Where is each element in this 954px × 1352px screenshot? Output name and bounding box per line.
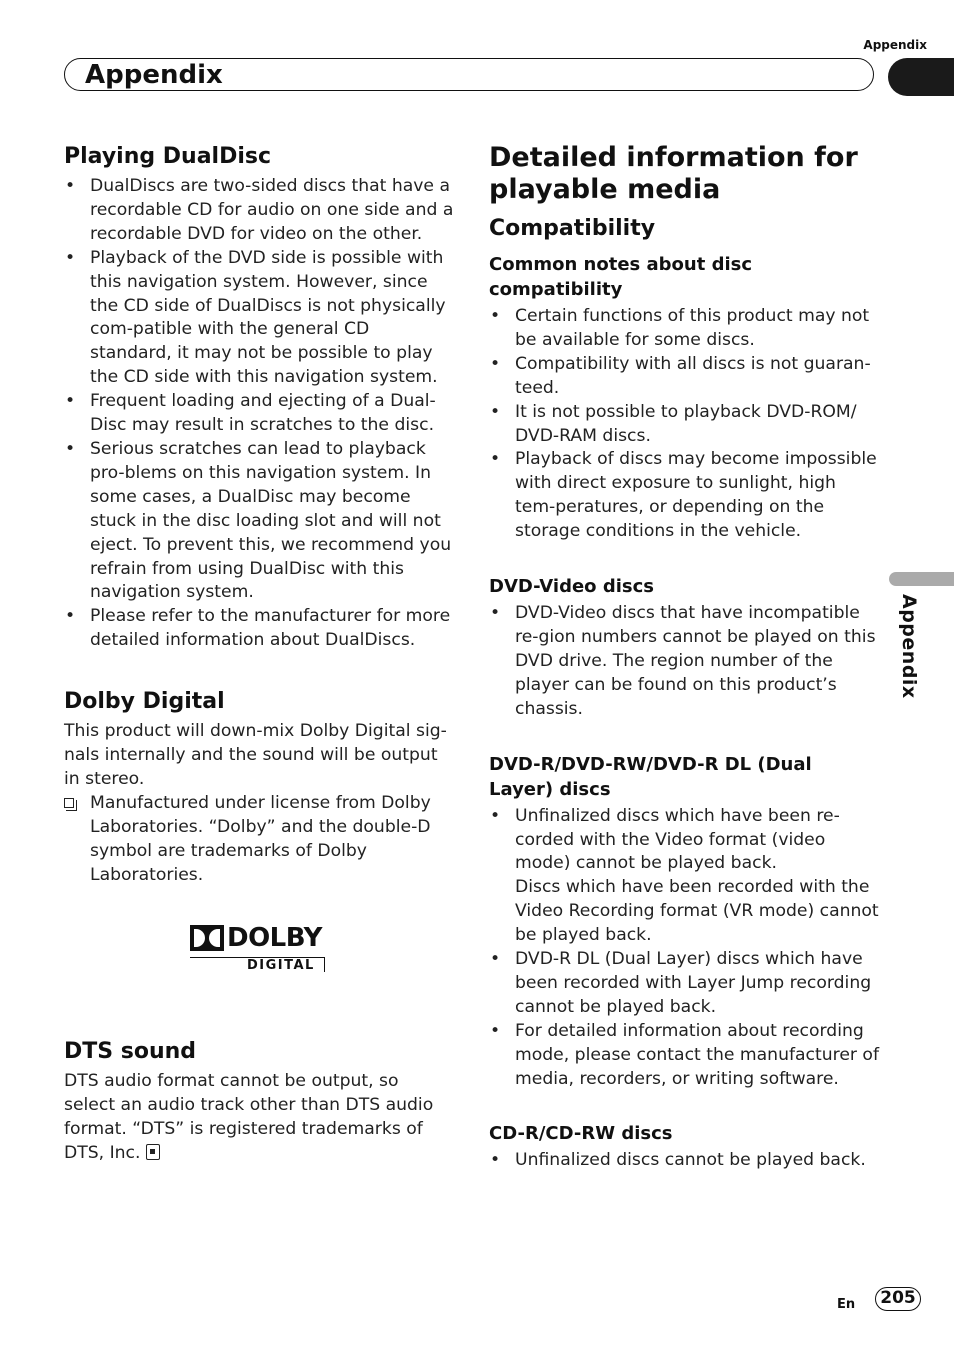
dualdisc-list — [64, 175, 454, 653]
side-tab-marker — [889, 572, 954, 586]
section-header-bar — [64, 58, 874, 91]
right-column — [489, 142, 879, 1173]
compatibility-heading: Compatibility — [489, 216, 656, 241]
list-item: • Playback of the DVD side is possible with this navigation system. However, since the CD side of DualDiscs is not physically com-patible with the general CD standard, it may not be possible to play the CD side with this navigation system. — [64, 247, 454, 390]
list-item: • It is not possible to playback DVD-ROM/ DVD-RAM discs. — [489, 401, 879, 449]
page-title: Detailed information for playable media — [489, 142, 858, 205]
dolby-digital-logo — [190, 925, 326, 975]
end-mark-icon — [146, 1144, 160, 1160]
dvd-r-list — [489, 805, 879, 1092]
list-item-text: Discs which have been recorded with the Video Recording format (VR mode) cannot be played back. — [515, 877, 879, 946]
list-item: • Unfinalized discs cannot be played back. — [489, 1149, 879, 1173]
side-tab-label: Appendix — [898, 594, 920, 699]
dolby-body: This product will down-mix Dolby Digital sig-nals internally and the sound will be output in stereo. — [64, 721, 447, 789]
dvd-video-heading: DVD-Video discs — [489, 576, 654, 598]
list-item — [489, 805, 879, 948]
list-item: • Playback of discs may become impossible with direct exposure to sunlight, high tem-peratures, or depending on the storage conditions in the vehicle. — [489, 448, 879, 544]
page-number: 205 — [875, 1287, 921, 1311]
list-item: • Frequent loading and ejecting of a Dual-Disc may result in scratches to the disc. — [64, 390, 454, 438]
list-item: • For detailed information about recording mode, please contact the manufacturer of media, recorders, or writing software. — [489, 1020, 879, 1092]
dts-body-text: DTS audio format cannot be output, so select an audio track other than DTS audio format. “DTS” is registered trademarks of DTS, Inc. — [64, 1071, 434, 1163]
language-label: En — [837, 1297, 856, 1312]
cd-r-list — [489, 1149, 879, 1173]
dolby-logo-sub: DIGITAL — [247, 958, 315, 973]
list-item: • DVD-R DL (Dual Layer) discs which have been recorded with Layer Jump recording cannot be played back. — [489, 948, 879, 1020]
common-notes-heading: Common notes about disc compatibility — [489, 254, 753, 300]
list-item: • DualDiscs are two-sided discs that have a recordable CD for audio on one side and a recordable DVD for video on the other. — [64, 175, 454, 247]
dualdisc-heading: Playing DualDisc — [64, 144, 272, 169]
list-item-text: • Unfinalized discs which have been re-corded with the Video format (video mode) cannot be played back. — [515, 805, 840, 874]
dolby-logo-word: DOLBY — [227, 923, 322, 953]
dolby-heading: Dolby Digital — [64, 689, 225, 715]
dvd-r-heading: DVD-R/DVD-RW/DVD-R DL (Dual Layer) discs — [489, 753, 812, 800]
list-item: • Serious scratches can lead to playback pro-blems on this navigation system. In some cases, a DualDisc may become stuck in the disc loading slot and will not eject. To prevent this, we recommend you refrain from using DualDisc with this navigation system. — [64, 438, 454, 605]
list-item: • Certain functions of this product may not be available for some discs. — [489, 305, 879, 353]
dolby-note — [64, 792, 454, 888]
list-item: • Compatibility with all discs is not guaran-teed. — [489, 353, 879, 401]
double-d-icon — [190, 925, 224, 951]
section-tab-marker — [888, 58, 954, 96]
left-column — [64, 142, 454, 887]
dvd-video-list — [489, 602, 879, 722]
cd-r-heading: CD-R/CD-RW discs — [489, 1123, 673, 1145]
section-title: Appendix — [85, 60, 223, 90]
list-item: • Please refer to the manufacturer for more detailed information about DualDiscs. — [64, 605, 454, 653]
common-notes-list — [489, 305, 879, 544]
dolby-note-text: Manufactured under license from Dolby Laboratories. “Dolby” and the double-D symbol are trademarks of Dolby Laboratories. — [90, 792, 431, 885]
dts-section — [64, 1037, 454, 1166]
dts-body — [64, 1070, 454, 1166]
list-item: • DVD-Video discs that have incompatible re-gion numbers cannot be played on this DVD drive. The region number of the player can be found on this product’s chassis. — [489, 602, 879, 722]
dts-heading: DTS sound — [64, 1039, 197, 1064]
note-icon — [64, 798, 74, 808]
running-header-label: Appendix — [863, 38, 927, 52]
